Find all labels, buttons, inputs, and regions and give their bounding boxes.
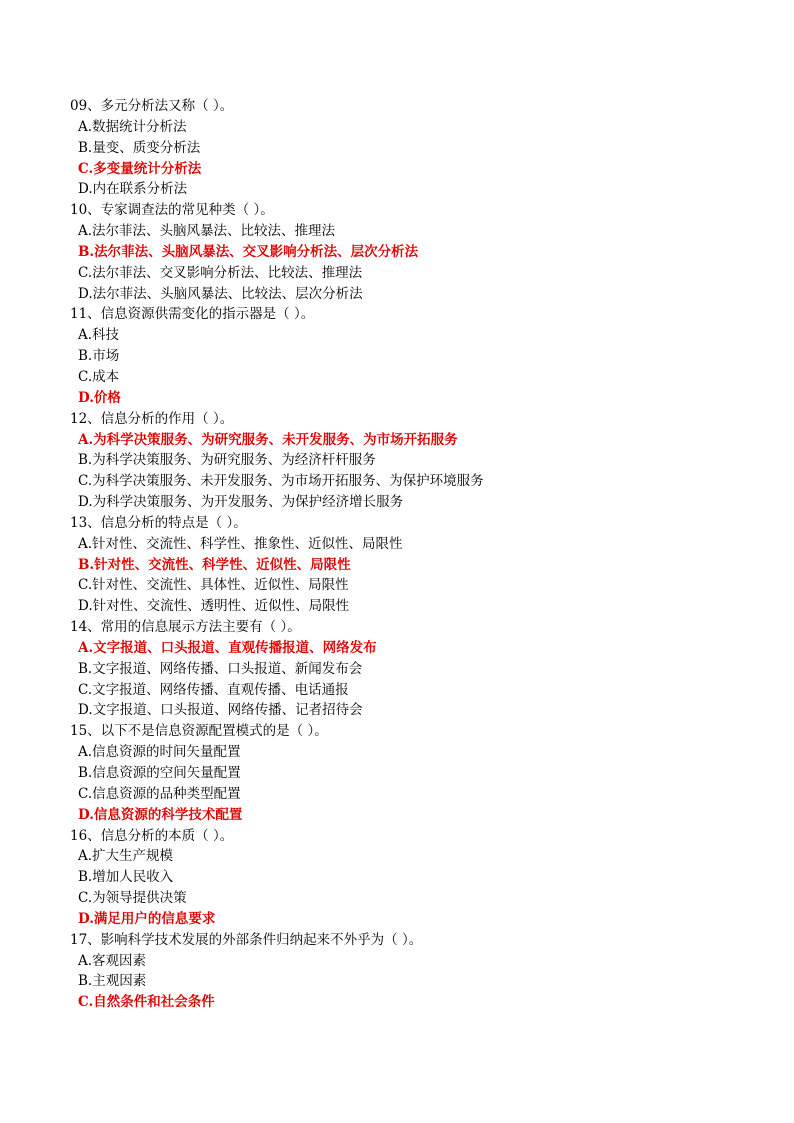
answer-option: A.信息资源的时间矢量配置 [78, 744, 241, 761]
question-text: 15、以下不是信息资源配置模式的是（ ）。 [70, 723, 328, 740]
answer-option: A.法尔菲法、头脑风暴法、比较法、推理法 [78, 223, 336, 240]
question-text: 14、常用的信息展示方法主要有（ ）。 [70, 619, 301, 636]
answer-option: C.法尔菲法、交叉影响分析法、比较法、推理法 [78, 264, 363, 281]
answer-option: C.针对性、交流性、具体性、近似性、局限性 [78, 577, 349, 594]
answer-option-correct: A.文字报道、口头报道、直观传播报道、网络发布 [78, 639, 377, 656]
answer-option: B.主观因素 [78, 973, 147, 990]
question-text: 17、影响科学技术发展的外部条件归纳起来不外乎为（ ）。 [70, 931, 423, 948]
answer-option: D.为科学决策服务、为开发服务、为保护经济增长服务 [78, 494, 404, 511]
answer-option: A.科技 [78, 327, 120, 344]
answer-option: D.内在联系分析法 [78, 181, 188, 198]
answer-option: B.增加人民收入 [78, 869, 174, 886]
answer-option: A.扩大生产规模 [78, 848, 174, 865]
answer-option-correct: D.信息资源的科学技术配置 [78, 806, 243, 823]
answer-option-correct: A.为科学决策服务、为研究服务、未开发服务、为市场开拓服务 [78, 431, 458, 448]
answer-option: A.数据统计分析法 [78, 118, 187, 135]
answer-option: A.客观因素 [78, 952, 147, 969]
answer-option-correct: B.法尔菲法、头脑风暴法、交叉影响分析法、层次分析法 [78, 243, 419, 260]
answer-option: B.为科学决策服务、为研究服务、为经济杆杆服务 [78, 452, 376, 469]
question-list [70, 96, 750, 1013]
answer-option: D.文字报道、口头报道、网络传播、记者招待会 [78, 702, 363, 719]
answer-option: B.文字报道、网络传播、口头报道、新闻发布会 [78, 660, 363, 677]
answer-option: C.文字报道、网络传播、直观传播、电话通报 [78, 681, 349, 698]
answer-option: D.法尔菲法、头脑风暴法、比较法、层次分析法 [78, 285, 363, 302]
answer-option-correct: D.满足用户的信息要求 [78, 910, 216, 927]
answer-option: B.量变、质变分析法 [78, 139, 201, 156]
answer-option: C.成本 [78, 368, 120, 385]
answer-option: B.市场 [78, 348, 120, 365]
answer-option-correct: B.针对性、交流性、科学性、近似性、局限性 [78, 556, 351, 573]
question-text: 16、信息分析的本质（ ）。 [70, 827, 234, 844]
answer-option-correct: C.自然条件和社会条件 [78, 994, 215, 1011]
question-text: 10、专家调查法的常见种类（ ）。 [70, 202, 274, 219]
answer-option: A.针对性、交流性、科学性、推象性、近似性、局限性 [78, 535, 403, 552]
question-text: 13、信息分析的特点是（ ）。 [70, 514, 247, 531]
question-text: 11、信息资源供需变化的指示器是（ ）。 [70, 306, 315, 323]
answer-option-correct: D.价格 [78, 389, 121, 406]
answer-option: C.为领导提供决策 [78, 890, 187, 907]
question-text: 09、多元分析法又称（ ）。 [70, 98, 234, 114]
answer-option-correct: C.多变量统计分析法 [78, 160, 202, 177]
question-text: 12、信息分析的作用（ ）。 [70, 410, 234, 427]
answer-option: C.信息资源的品种类型配置 [78, 785, 241, 802]
answer-option: D.针对性、交流性、透明性、近似性、局限性 [78, 598, 350, 615]
answer-option: C.为科学决策服务、未开发服务、为市场开拓服务、为保护环境服务 [78, 473, 484, 490]
answer-option: B.信息资源的空间矢量配置 [78, 765, 241, 781]
